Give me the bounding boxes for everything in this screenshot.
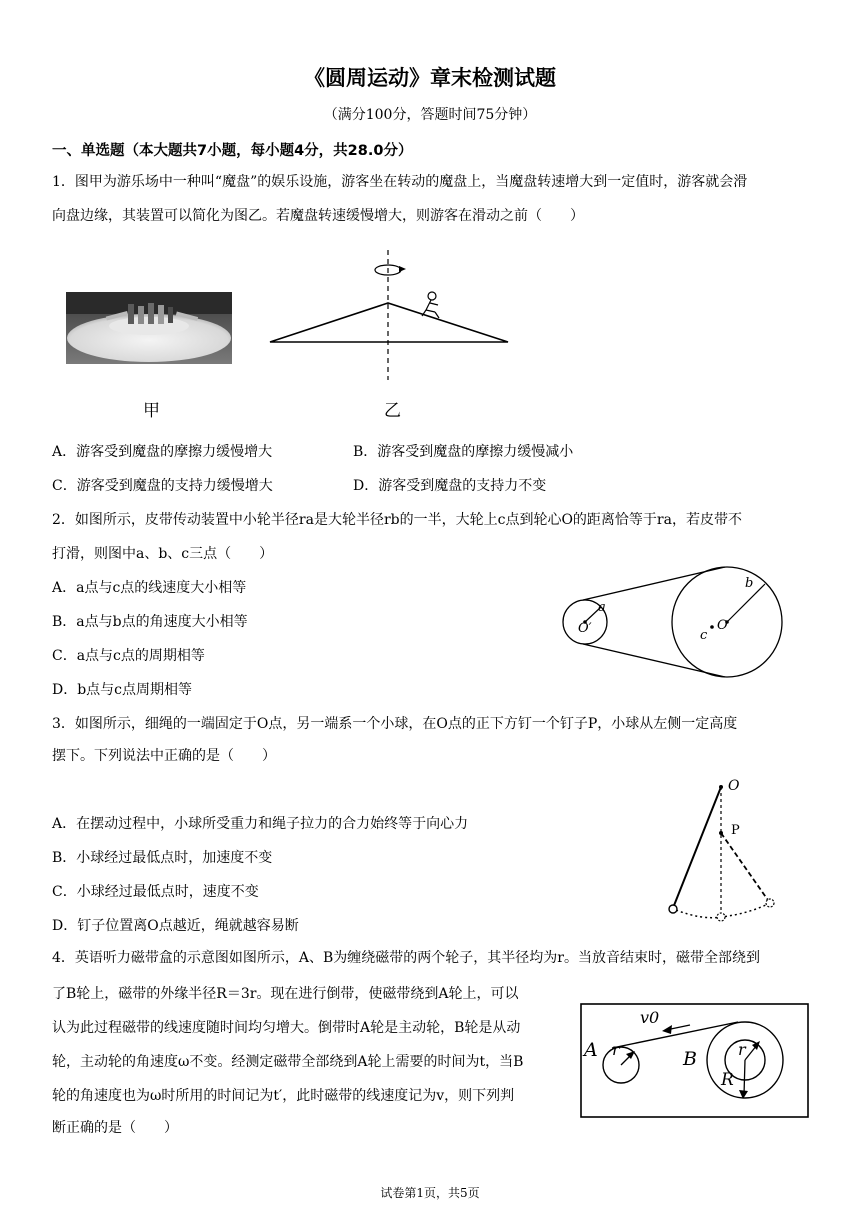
q3-line2: 摆下。下列说法中正确的是（ ） (52, 748, 276, 764)
q2-option-b: B．a点与b点的角速度大小相等 (52, 614, 248, 630)
tape-label-r-small: r (612, 1040, 620, 1059)
q1-line1: 1．图甲为游乐场中一种叫“魔盘”的娱乐设施，游客坐在转动的魔盘上，当魔盘转速增大到一定值时，游客就会滑 (52, 174, 748, 190)
q4-line2: 了B轮上，磁带的外缘半径R＝3r。现在进行倒带，使磁带绕到A轮上，可以 (52, 986, 519, 1002)
tape-label-b: B (683, 1048, 697, 1070)
q2-line2: 打滑，则图中a、b、c三点（ ） (52, 546, 274, 562)
q1-line2: 向盘边缘，其装置可以简化为图乙。若魔盘转速缓慢增大，则游客在滑动之前（ ） (52, 208, 584, 224)
pendulum-diagram (662, 780, 782, 920)
fig1-label-jia: 甲 (143, 401, 160, 421)
tape-label-v0: v0 (640, 1008, 660, 1027)
pendulum-label-o: O (728, 778, 740, 794)
belt-label-b: b (745, 576, 754, 591)
q1-option-b: B．游客受到魔盘的摩擦力缓慢减小 (353, 444, 574, 460)
q4-line4: 轮，主动轮的角速度ω不变。经测定磁带全部绕到A轮上需要的时间为t，当B (52, 1054, 524, 1070)
q3-option-a: A．在摆动过程中，小球所受重力和绳子拉力的合力始终等于向心力 (52, 816, 469, 832)
belt-drive-diagram (555, 574, 815, 674)
q3-option-d: D．钉子位置离O点越近，绳就越容易断 (52, 918, 299, 934)
page-footer: 试卷第1页，共5页 (380, 1186, 480, 1200)
tape-label-a: A (584, 1039, 598, 1061)
q4-line6: 断正确的是（ ） (52, 1120, 178, 1136)
fig1-label-yi: 乙 (384, 401, 401, 421)
pendulum-label-p: P (731, 823, 740, 838)
belt-label-o-prime: O′ (578, 621, 592, 636)
page-title: 《圆周运动》章末检测试题 (304, 66, 556, 90)
tape-label-R: R (721, 1070, 734, 1090)
q2-option-d: D．b点与c点周期相等 (52, 682, 193, 698)
q3-line1: 3．如图所示，细绳的一端固定于O点，另一端系一个小球，在O点的正下方钉一个钉子P，小球从左侧一定高度 (52, 716, 738, 732)
q2-line1: 2．如图所示，皮带传动装置中小轮半径ra是大轮半径rb的一半，大轮上c点到轮心O的距离恰等于ra，若皮带不 (52, 512, 742, 528)
q4-line1: 4．英语听力磁带盒的示意图如图所示，A、B为缠绕磁带的两个轮子，其半径均为r。当放音结束时，磁带全部绕到 (52, 950, 760, 966)
q1-option-c: C．游客受到魔盘的支持力缓慢增大 (52, 478, 273, 494)
q3-option-c: C．小球经过最低点时，速度不变 (52, 884, 259, 900)
belt-label-a: a (598, 600, 606, 615)
belt-label-o: O (717, 618, 728, 633)
q4-line3: 认为此过程磁带的线速度随时间均匀增大。倒带时A轮是主动轮，B轮是从动 (52, 1020, 521, 1036)
page-subtitle: （满分100分，答题时间75分钟） (323, 107, 537, 123)
q4-line5: 轮的角速度也为ω时所用的时间记为t′，此时磁带的线速度记为v，则下列判 (52, 1088, 515, 1104)
q2-option-a: A．a点与c点的线速度大小相等 (52, 580, 247, 596)
q1-option-a: A．游客受到魔盘的摩擦力缓慢增大 (52, 444, 273, 460)
q3-option-b: B．小球经过最低点时，加速度不变 (52, 850, 273, 866)
q1-option-d: D．游客受到魔盘的支持力不变 (353, 478, 547, 494)
magic-disc-photo (66, 292, 232, 364)
magic-disc-diagram (268, 250, 512, 385)
belt-label-c: c (700, 628, 708, 643)
tape-label-r-large: r (738, 1040, 746, 1059)
section-heading: 一、单选题（本大题共7小题，每小题4分，共28.0分） (52, 143, 413, 159)
q2-option-c: C．a点与c点的周期相等 (52, 648, 205, 664)
